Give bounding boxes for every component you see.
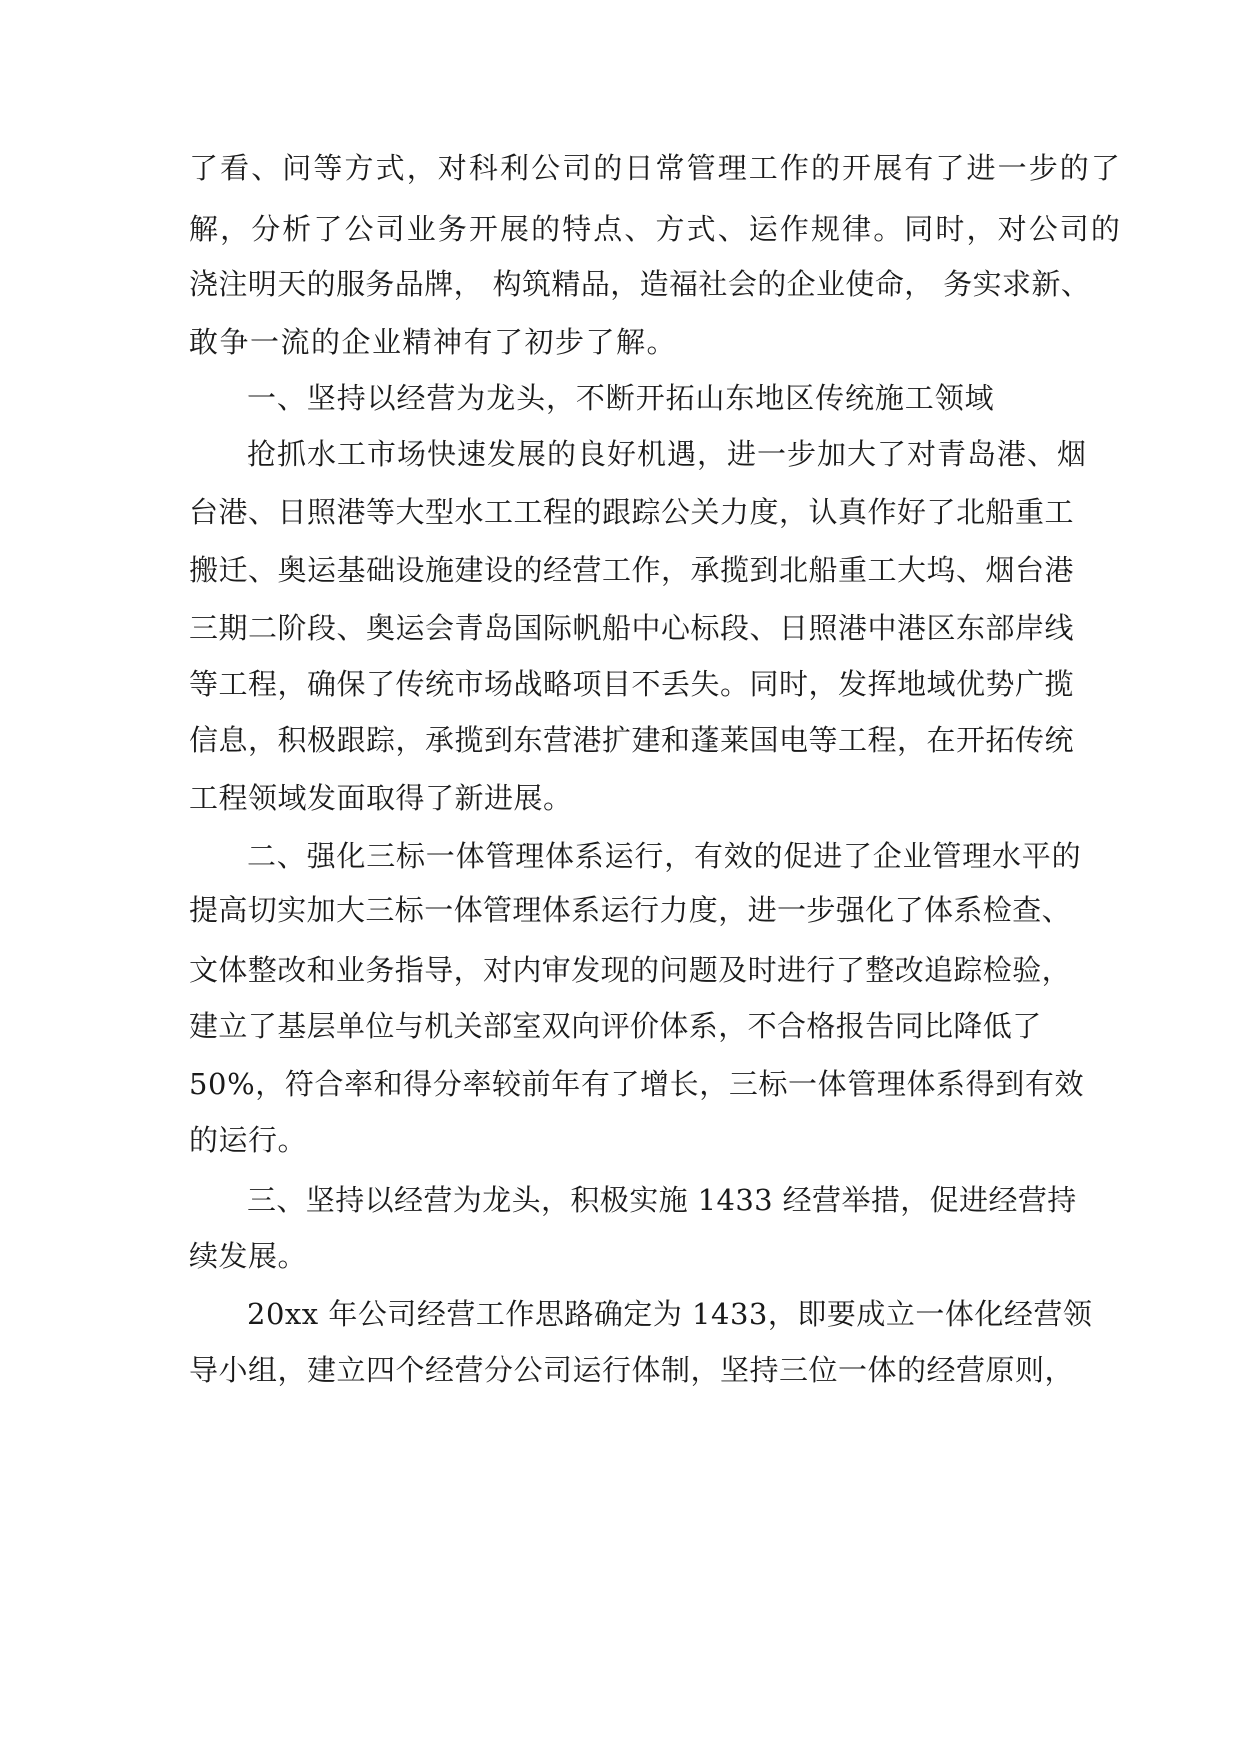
paragraph-line: 文体整改和业务指导，对内审发现的问题及时进行了整改追踪检验， [189,953,1072,987]
paragraph-line: 信息，积极跟踪，承揽到东营港扩建和蓬莱国电等工程，在开拓传统 [189,723,1075,757]
paragraph-line: 等工程，确保了传统市场战略项目不丢失。同时，发挥地域优势广揽 [189,667,1075,701]
paragraph-line: 抢抓水工市场快速发展的良好机遇，进一步加大了对青岛港、烟 [247,437,1088,471]
paragraph-line: 台港、日照港等大型水工工程的跟踪公关力度，认真作好了北船重工 [189,495,1075,529]
paragraph-line: 敢争一流的企业精神有了初步了解。 [189,325,678,359]
paragraph-line: 了看、问等方式，对科利公司的日常管理工作的开展有了进一步的了 [189,151,1123,185]
section-heading: 三、坚持以经营为龙头，积极实施 1433 经营举措，促进经营持 [247,1183,1077,1217]
paragraph-line: 解，分析了公司业务开展的特点、方式、运作规律。同时，对公司的 [189,212,1123,246]
paragraph-line: 导小组，建立四个经营分公司运行体制，坚持三位一体的经营原则， [189,1353,1075,1387]
paragraph-line: 建立了基层单位与机关部室双向评价体系，不合格报告同比降低了 [189,1009,1042,1043]
section-heading: 二、强化三标一体管理体系运行，有效的促进了企业管理水平的 [247,839,1082,873]
paragraph-line: 三期二阶段、奥运会青岛国际帆船中心标段、日照港中港区东部岸线 [189,611,1075,645]
paragraph-line: 20xx 年公司经营工作思路确定为 1433，即要成立一体化经营领 [247,1297,1093,1331]
section-heading: 一、坚持以经营为龙头，不断开拓山东地区传统施工领域 [247,381,995,415]
paragraph-line: 的运行。 [189,1123,308,1157]
paragraph-line: 提高切实加大三标一体管理体系运行力度，进一步强化了体系检查、 [189,893,1072,927]
paragraph-line: 续发展。 [189,1239,308,1273]
paragraph-line: 工程领域发面取得了新进展。 [189,781,573,815]
paragraph-line: 50%，符合率和得分率较前年有了增长，三标一体管理体系得到有效 [189,1067,1085,1101]
paragraph-line: 浇注明天的服务品牌， 构筑精品，造福社会的企业使命， 务实求新、 [189,267,1091,301]
paragraph-line: 搬迁、奥运基础设施建设的经营工作，承揽到北船重工大坞、烟台港 [189,553,1075,587]
